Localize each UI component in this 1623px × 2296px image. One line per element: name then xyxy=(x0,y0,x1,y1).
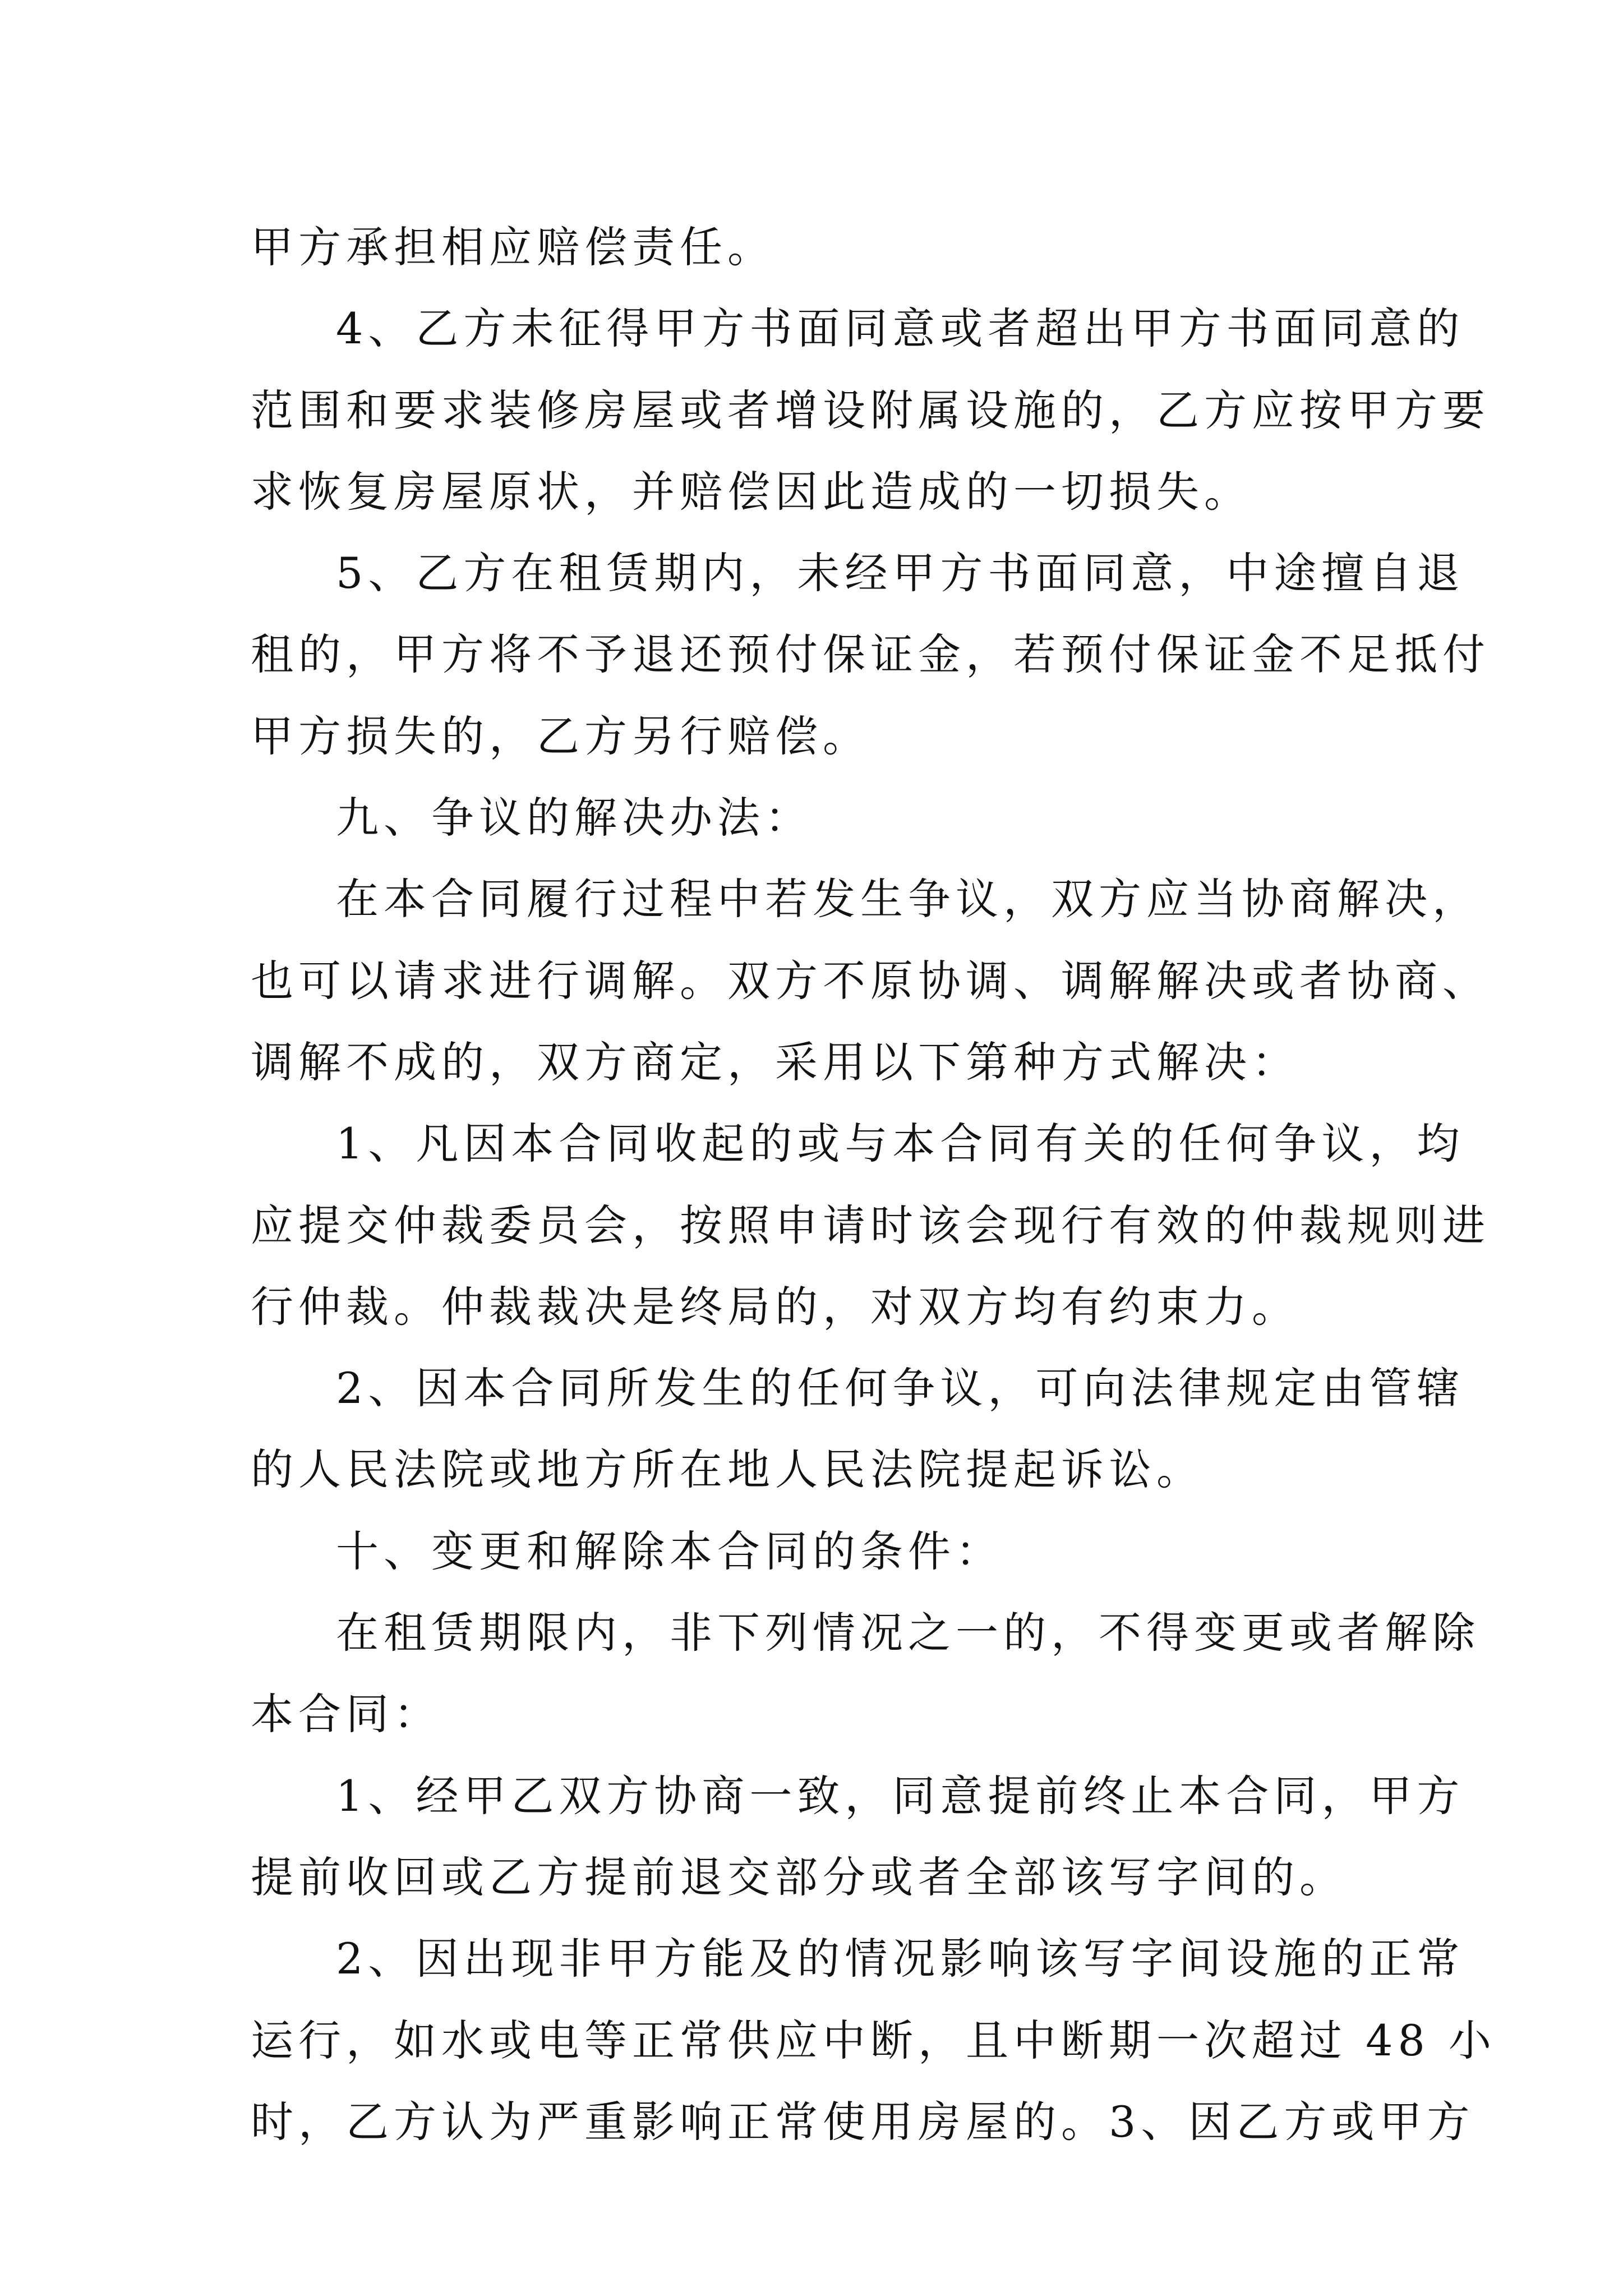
text-line-19: 本合同： xyxy=(251,1689,441,1740)
text-line-3: 范围和要求装修房屋或者增设附属设施的，乙方应按甲方要 xyxy=(251,385,1490,435)
text-line-18: 在租赁期限内，非下列情况之一的，不得变更或者解除 xyxy=(336,1608,1480,1658)
text-line-20: 1、经甲乙双方协商一致，同意提前终止本合同，甲方 xyxy=(336,1770,1465,1821)
text-line-21: 提前收回或乙方提前退交部分或者全部该写字间的。 xyxy=(251,1852,1347,1902)
contract-body-text xyxy=(251,206,1497,2162)
text-line-2: 4、乙方未征得甲方书面同意或者超出甲方书面同意的 xyxy=(336,303,1465,354)
text-line-10: 也可以请求进行调解。双方不原协调、调解解决或者协商、 xyxy=(251,955,1490,1006)
text-line-23: 运行，如水或电等正常供应中断，且中断期一次超过 48 小 xyxy=(251,2015,1497,2065)
text-line-13: 应提交仲裁委员会，按照申请时该会现行有效的仲裁规则进 xyxy=(251,1200,1490,1250)
section-heading-amendment-termination: 十、变更和解除本合同的条件： xyxy=(336,1526,1003,1576)
text-line-12: 1、凡因本合同收起的或与本合同有关的任何争议，均 xyxy=(336,1119,1465,1169)
text-line-16: 的人民法院或地方所在地人民法院提起诉讼。 xyxy=(251,1444,1204,1495)
text-line-14: 行仲裁。仲裁裁决是终局的，对双方均有约束力。 xyxy=(251,1281,1299,1332)
text-line-9: 在本合同履行过程中若发生争议，双方应当协商解决， xyxy=(336,874,1480,924)
text-line-7: 甲方损失的，乙方另行赔偿。 xyxy=(251,711,870,761)
text-line-1: 甲方承担相应赔偿责任。 xyxy=(251,222,775,272)
text-line-5: 5、乙方在租赁期内，未经甲方书面同意，中途擅自退 xyxy=(336,548,1465,599)
text-line-11: 调解不成的，双方商定，采用以下第种方式解决： xyxy=(251,1037,1299,1087)
text-line-4: 求恢复房屋原状，并赔偿因此造成的一切损失。 xyxy=(251,466,1252,517)
text-line-24: 时，乙方认为严重影响正常使用房屋的。3、因乙方或甲方 xyxy=(251,2096,1475,2147)
text-line-6: 租的，甲方将不予退还预付保证金，若预付保证金不足抵付 xyxy=(251,629,1490,680)
text-line-22: 2、因出现非甲方能及的情况影响该写字间设施的正常 xyxy=(336,1934,1465,1984)
text-line-15: 2、因本合同所发生的任何争议，可向法律规定由管辖 xyxy=(336,1363,1465,1414)
section-heading-dispute-resolution: 九、争议的解决办法： xyxy=(336,793,813,843)
